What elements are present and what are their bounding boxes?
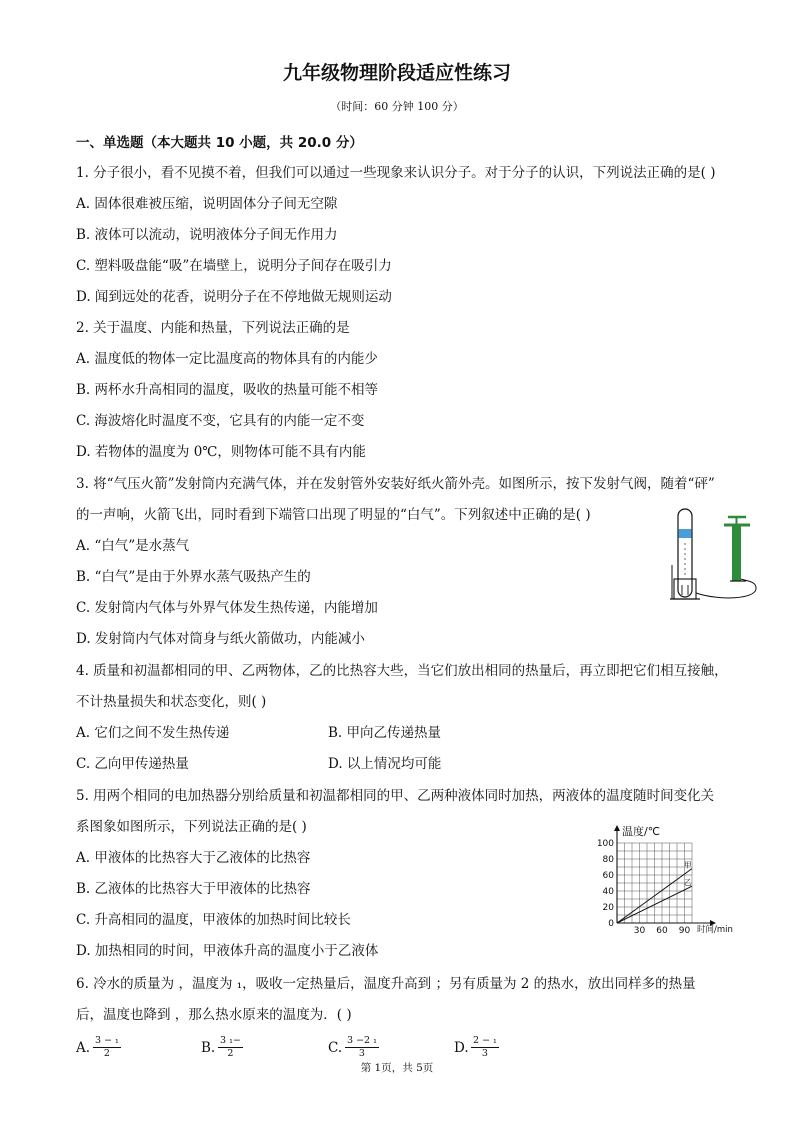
y-axis-label: 温度/℃: [622, 825, 661, 838]
q6-option-b-fraction: [218, 1035, 243, 1060]
q4-stem-line1: 4. 质量和初温都相同的甲、乙两物体，乙的比热容大些，当它们放出相同的热量后，再立即把它们相互接触，: [76, 663, 728, 679]
q1-option-c: C. 塑料吸盘能“吸”在墙壁上，说明分子间存在吸引力: [76, 258, 392, 274]
q5-stem-line2: 系图象如图所示，下列说法正确的是( ): [76, 819, 307, 835]
q6-option-c-fraction: [345, 1035, 379, 1060]
q5-option-d: D. 加热相同的时间，甲液体升高的温度小于乙液体: [76, 943, 379, 959]
x-tick-label: 30: [633, 926, 646, 935]
q4-option-c: C. 乙向甲传递热量: [76, 756, 189, 772]
q3-option-d: D. 发射筒内气体对筒身与纸火箭做功，内能减小: [76, 631, 365, 647]
section-heading: 一、单选题（本大题共 10 小题，共 20.0 分）: [76, 135, 363, 151]
y-tick-label: 80: [602, 855, 614, 865]
page-footer: 第 1页，共 5页: [360, 1062, 434, 1074]
q6-option-b-denominator: 2: [227, 1048, 234, 1059]
q3-stem-line2: 的一声响，火箭飞出，同时看到下端管口出现了明显的“白气”。下列叙述中正确的是( ): [76, 507, 591, 523]
rocket-launcher-figure: [660, 505, 760, 605]
q6-stem-line2: 后，温度也降到 ，那么热水原来的温度为．( ): [76, 1007, 352, 1023]
q6-option-a-label: A.: [76, 1040, 91, 1056]
q3-stem-line1: 3. 将“气压火箭”发射筒内充满气体，并在发射管外安装好纸火箭外壳。如图所示，按下发射气阀，随着“砰”: [76, 476, 715, 492]
q1-option-d: D. 闻到远处的花香，说明分子在不停地做无规则运动: [76, 289, 392, 305]
q6-option-d-numerator: 2 − ₁: [473, 1035, 497, 1046]
q4-option-b: B. 甲向乙传递热量: [328, 725, 442, 741]
q3-option-a: A. “白气”是水蒸气: [76, 538, 190, 554]
y-tick-label: 40: [602, 887, 614, 897]
q1-option-b: B. 液体可以流动，说明液体分子间无作用力: [76, 227, 338, 243]
q2-option-c: C. 海波熔化时温度不变，它具有的内能一定不变: [76, 413, 365, 429]
q6-option-b-label: B.: [201, 1040, 216, 1056]
y-tick-label: 100: [596, 839, 614, 849]
chart-grid: [617, 843, 692, 923]
y-tick-label: 20: [602, 903, 614, 913]
q6-option-d-fraction: [471, 1035, 499, 1060]
temperature-time-chart: [592, 823, 742, 935]
q5-option-b: B. 乙液体的比热容大于甲液体的比热容: [76, 881, 311, 897]
q2-option-d: D. 若物体的温度为 0℃，则物体可能不具有内能: [76, 444, 366, 460]
q6-option-d-label: D.: [454, 1040, 469, 1056]
q4-option-a: A. 它们之间不发生热传递: [76, 725, 230, 741]
y-tick-label: 60: [602, 871, 614, 881]
q6-stem-line1: 6. 冷水的质量为 ，温度为 ₁，吸收一定热量后，温度升高到 ；另有质量为 2 的热水，放出同样多的热量: [76, 976, 696, 992]
x-tick-label: 90: [678, 926, 691, 935]
q1-option-a: A. 固体很难被压缩，说明固体分子间无空隙: [76, 196, 338, 212]
q6-option-a-numerator: 3 − ₁: [95, 1035, 119, 1046]
q6-option-a-denominator: 2: [103, 1048, 110, 1059]
q5-stem-line1: 5. 用两个相同的电加热器分别给质量和初温都相同的甲、乙两种液体同时加热，两液体的温度随时间变化关: [76, 788, 715, 804]
series-label: 乙: [684, 878, 692, 888]
air-pump: [732, 525, 741, 581]
tube-water: [679, 529, 692, 538]
chart-ticks: [597, 839, 691, 935]
q1-stem: 1. 分子很小，看不见摸不着，但我们可以通过一些现象来认识分子。对于分子的认识，下列说法正确的是( ): [76, 165, 716, 181]
q6-option-d-denominator: 3: [481, 1048, 488, 1059]
q5-option-c: C. 升高相同的温度，甲液体的加热时间比较长: [76, 912, 351, 928]
x-axis-label: 时间/min: [697, 925, 733, 935]
y-axis-arrow: [614, 825, 620, 831]
q6-option-c-numerator: 3 −2 ₁: [347, 1035, 377, 1046]
q4-stem-line2: 不计热量损失和状态变化，则( ): [76, 694, 267, 710]
q3-option-b: B. “白气”是由于外界水蒸气吸热产生的: [76, 569, 311, 585]
q6-option-b-numerator: 3 ₁−: [220, 1035, 241, 1046]
y-tick-label: 0: [608, 919, 614, 929]
q2-stem: 2. 关于温度、内能和热量，下列说法正确的是: [76, 320, 350, 336]
exam-time-info: （时间：60 分钟 100 分）: [330, 100, 464, 113]
x-tick-label: 60: [656, 926, 668, 935]
q4-option-d: D. 以上情况均可能: [328, 756, 442, 772]
q2-option-a: A. 温度低的物体一定比温度高的物体具有的内能少: [76, 351, 378, 367]
page-title: 九年级物理阶段适应性练习: [282, 62, 511, 84]
q3-option-c: C. 发射筒内气体与外界气体发生热传递，内能增加: [76, 600, 378, 616]
series-label: 甲: [684, 860, 692, 870]
q6-option-c-denominator: 3: [358, 1048, 365, 1059]
q2-option-b: B. 两杯水升高相同的温度，吸收的热量可能不相等: [76, 382, 379, 398]
q6-option-a-fraction: [93, 1035, 121, 1060]
q6-option-c-label: C.: [328, 1040, 343, 1056]
q5-option-a: A. 甲液体的比热容大于乙液体的比热容: [76, 850, 311, 866]
